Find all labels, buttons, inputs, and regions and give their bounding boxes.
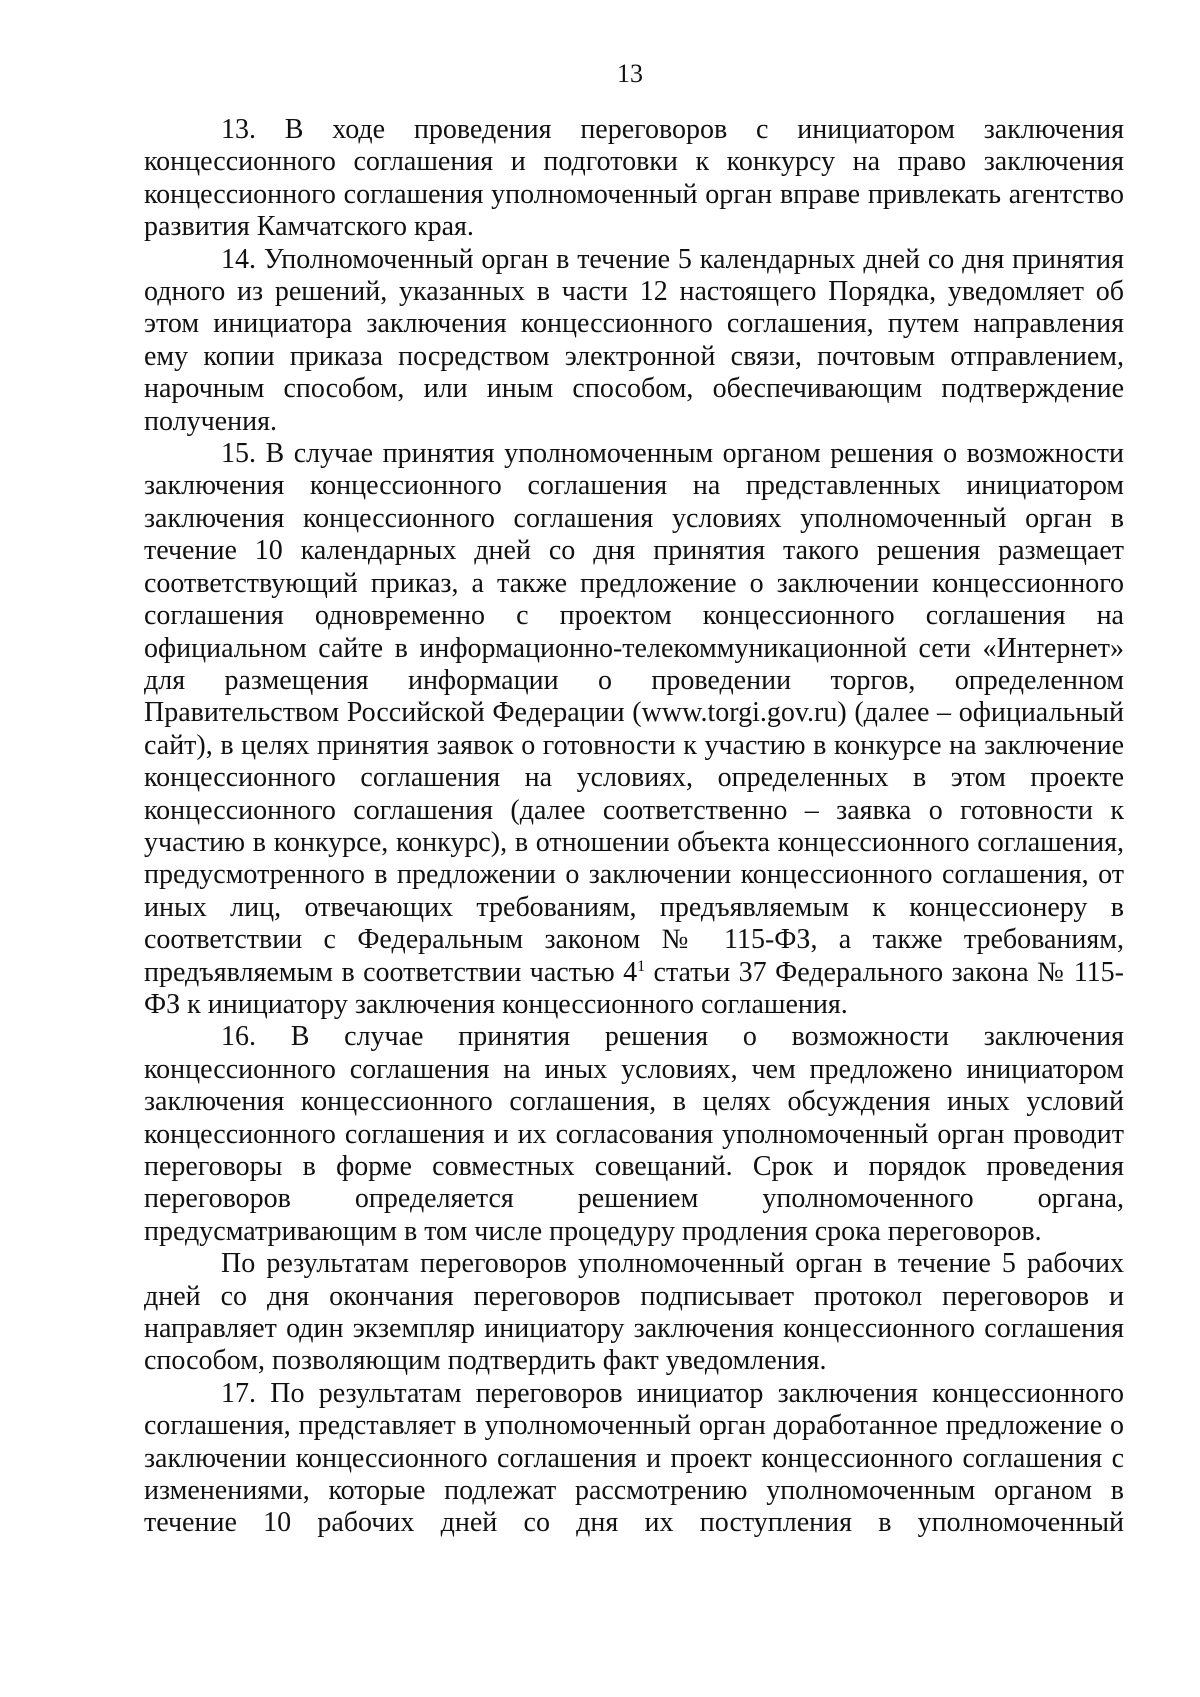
paragraph-16: 16. В случае принятия решения о возможности заключения концессионного соглашения на иных условиях, чем предложено инициатором заключения концессионного соглашения, в целях обсуждения иных условий концессионного соглашения и их согласования уполномоченный орган проводит переговоры в форме совместных совещаний. Срок и порядок проведения переговоров определяется решением уполномоченного органа, предусматривающим в том числе процедуру продления срока переговоров. [144, 1021, 1124, 1247]
paragraph-15-text-end: статьи 37 Федерального закона № 115-ФЗ к инициатору заключения концессионного соглашения. [144, 956, 1124, 1020]
paragraph-17: 17. По результатам переговоров инициатор заключения концессионного соглашения, представляет в уполномоченный орган доработанное предложение о заключении концессионного соглашения и проект концессионного соглашения с изменениями, которые подлежат рассмотрению уполномоченным органом в течение 10 рабочих дней со дня их поступления в уполномоченный [144, 1377, 1124, 1539]
paragraph-15 [144, 438, 1124, 1021]
paragraph-14: 14. Уполномоченный орган в течение 5 календарных дней со дня принятия одного из решений, указанных в части 12 настоящего Порядка, уведомляет об этом инициатора заключения концессионного соглашения, путем направления ему копии приказа посредством электронной связи, почтовым отправлением, нарочным способом, или иным способом, обеспечивающим подтверждение получения. [144, 243, 1124, 437]
document-body [144, 114, 1124, 1540]
paragraph-13: 13. В ходе проведения переговоров с инициатором заключения концессионного соглашения и подготовки к конкурсу на право заключения концессионного соглашения уполномоченный орган вправе привлекать агентство развития Камчатского края. [144, 114, 1124, 243]
paragraph-16-continuation: По результатам переговоров уполномоченный орган в течение 5 рабочих дней со дня окончания переговоров подписывает протокол переговоров и направляет один экземпляр инициатору заключения концессионного соглашения способом, позволяющим подтвердить факт уведомления. [144, 1248, 1124, 1377]
superscript-footnote: 1 [637, 957, 646, 975]
paragraph-15-text: 15. В случае принятия уполномоченным органом решения о возможности заключения концессионного соглашения на представленных инициатором заключения концессионного соглашения условиях уполномоченный орган в течение 10 календарных дней со дня принятия такого решения размещает соответствующий приказ, а также предложение о заключении концессионного соглашения одновременно с проектом концессионного соглашения на официальном сайте в информационно-телекоммуникационной сети «Интернет» для размещения информации о проведении торгов, определенном Правительством Российской Федерации (www.torgi.gov.ru) (далее – официальный сайт), в целях принятия заявок о готовности к участию в конкурсе на заключение концессионного соглашения на условиях, определенных в этом проекте концессионного соглашения (далее соответственно – заявка о готовности к участию в конкурсе, конкурс), в отношении объекта концессионного соглашения, предусмотренного в предложении о заключении концессионного соглашения, от иных лиц, отвечающих требованиям, предъявляемым к концессионеру в соответствии с Федеральным законом № 115-ФЗ, а также требованиям, предъявляемым в соответствии частью 4 [144, 438, 1124, 988]
page-number: 13 [617, 59, 643, 88]
